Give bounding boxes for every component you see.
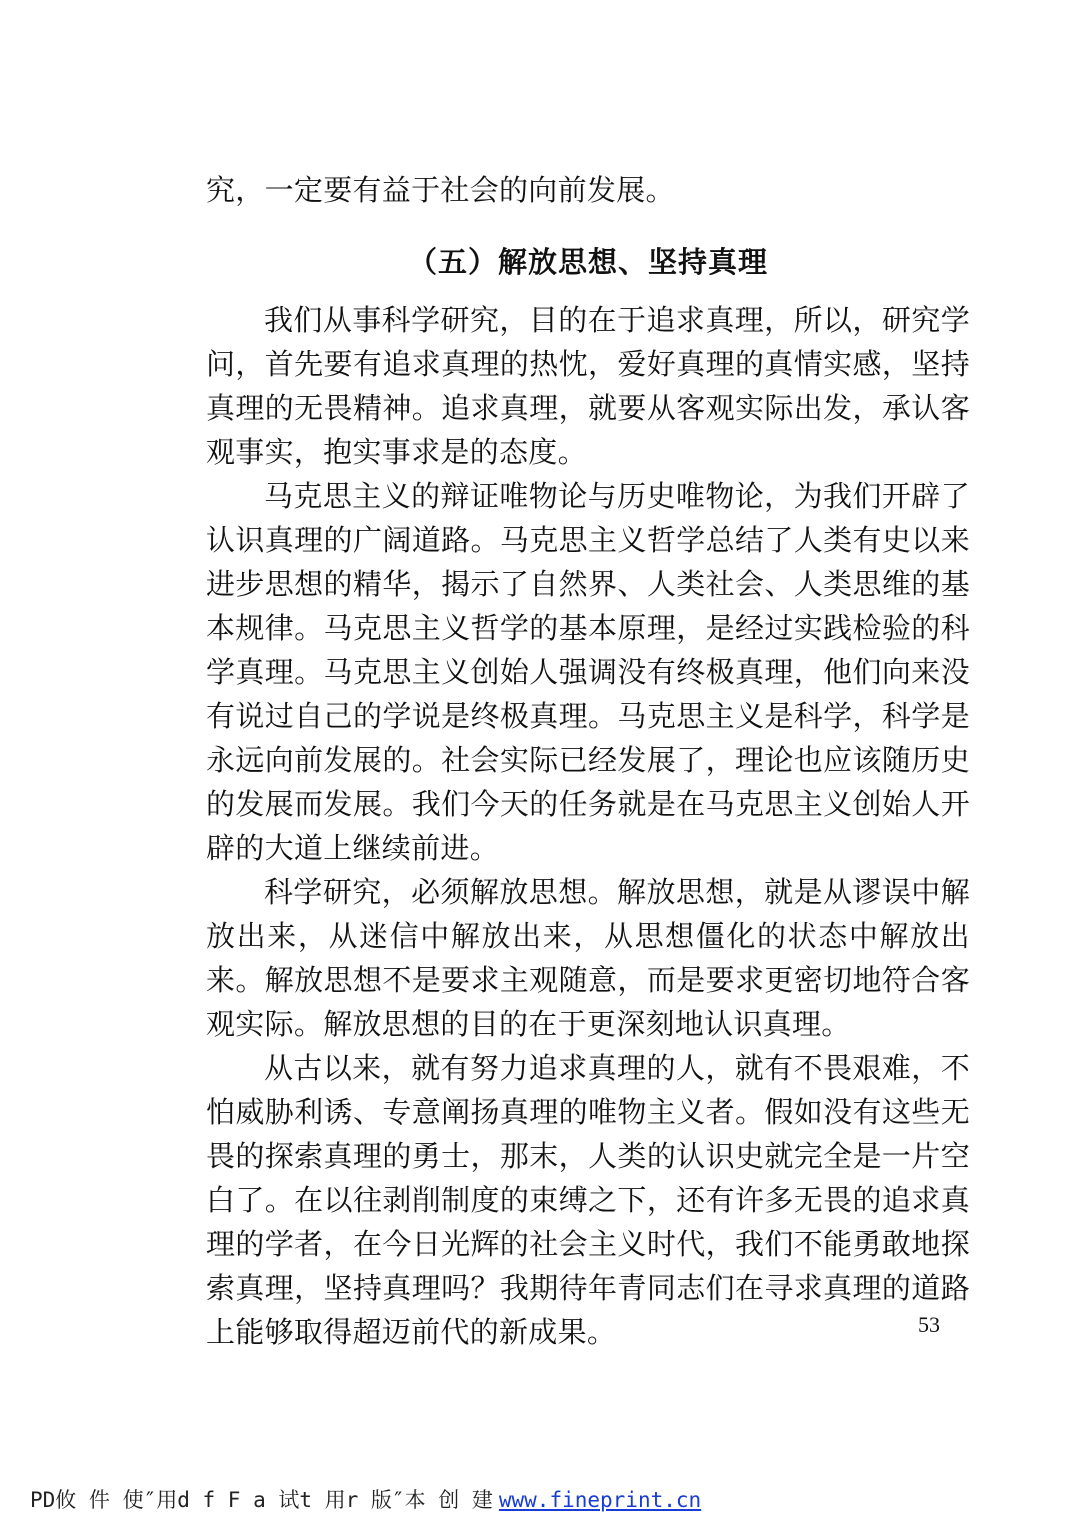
footer-link[interactable]: www.fineprint.cn (498, 1488, 702, 1512)
continued-text-block (206, 168, 970, 212)
lead-line: 究，一定要有益于社会的向前发展。 (206, 173, 675, 207)
paragraph-3: 科学研究，必须解放思想。解放思想，就是从谬误中解放出来，从迷信中解放出来，从思想僵化的状态中解放出来。解放思想不是要求主观随意，而是要求更密切地符合客观实际。解放思想的目的在于更深刻地认识真理。 (206, 875, 970, 1041)
watermark-footer (30, 1486, 701, 1514)
paragraph-2: 马克思主义的辩证唯物论与历史唯物论，为我们开辟了认识真理的广阔道路。马克思主义哲学总结了人类有史以来进步思想的精华，揭示了自然界、人类社会、人类思维的基本规律。马克思主义哲学的基本原理，是经过实践检验的科学真理。马克思主义创始人强调没有终极真理，他们向来没有说过自己的学说是终极真理。马克思主义是科学，科学是永远向前发展的。社会实际已经发展了，理论也应该随历史的发展而发展。我们今天的任务就是在马克思主义创始人开辟的大道上继续前进。 (206, 479, 970, 865)
paragraph-1: 我们从事科学研究，目的在于追求真理，所以，研究学问，首先要有追求真理的热忱，爱好真理的真情实感，坚持真理的无畏精神。追求真理，就要从客观实际出发，承认客观事实，抱实事求是的态度。 (206, 303, 970, 469)
page-number: 53 (918, 1312, 940, 1337)
footer-text: PD攸 件 使″用d f F a 试t 用r 版″本 创 建 (30, 1488, 493, 1512)
body-content (206, 298, 970, 1354)
paragraph-4: 从古以来，就有努力追求真理的人，就有不畏艰难，不怕威胁利诱、专意阐扬真理的唯物主义者。假如没有这些无畏的探索真理的勇士，那末，人类的认识史就完全是一片空白了。在以往剥削制度的束缚之下，还有许多无畏的追求真理的学者，在今日光辉的社会主义时代，我们不能勇敢地探索真理，坚持真理吗？我期待年青同志们在寻求真理的道路上能够取得超迈前代的新成果。 (206, 1051, 970, 1349)
section-title: （五）解放思想、坚持真理 (407, 245, 768, 279)
